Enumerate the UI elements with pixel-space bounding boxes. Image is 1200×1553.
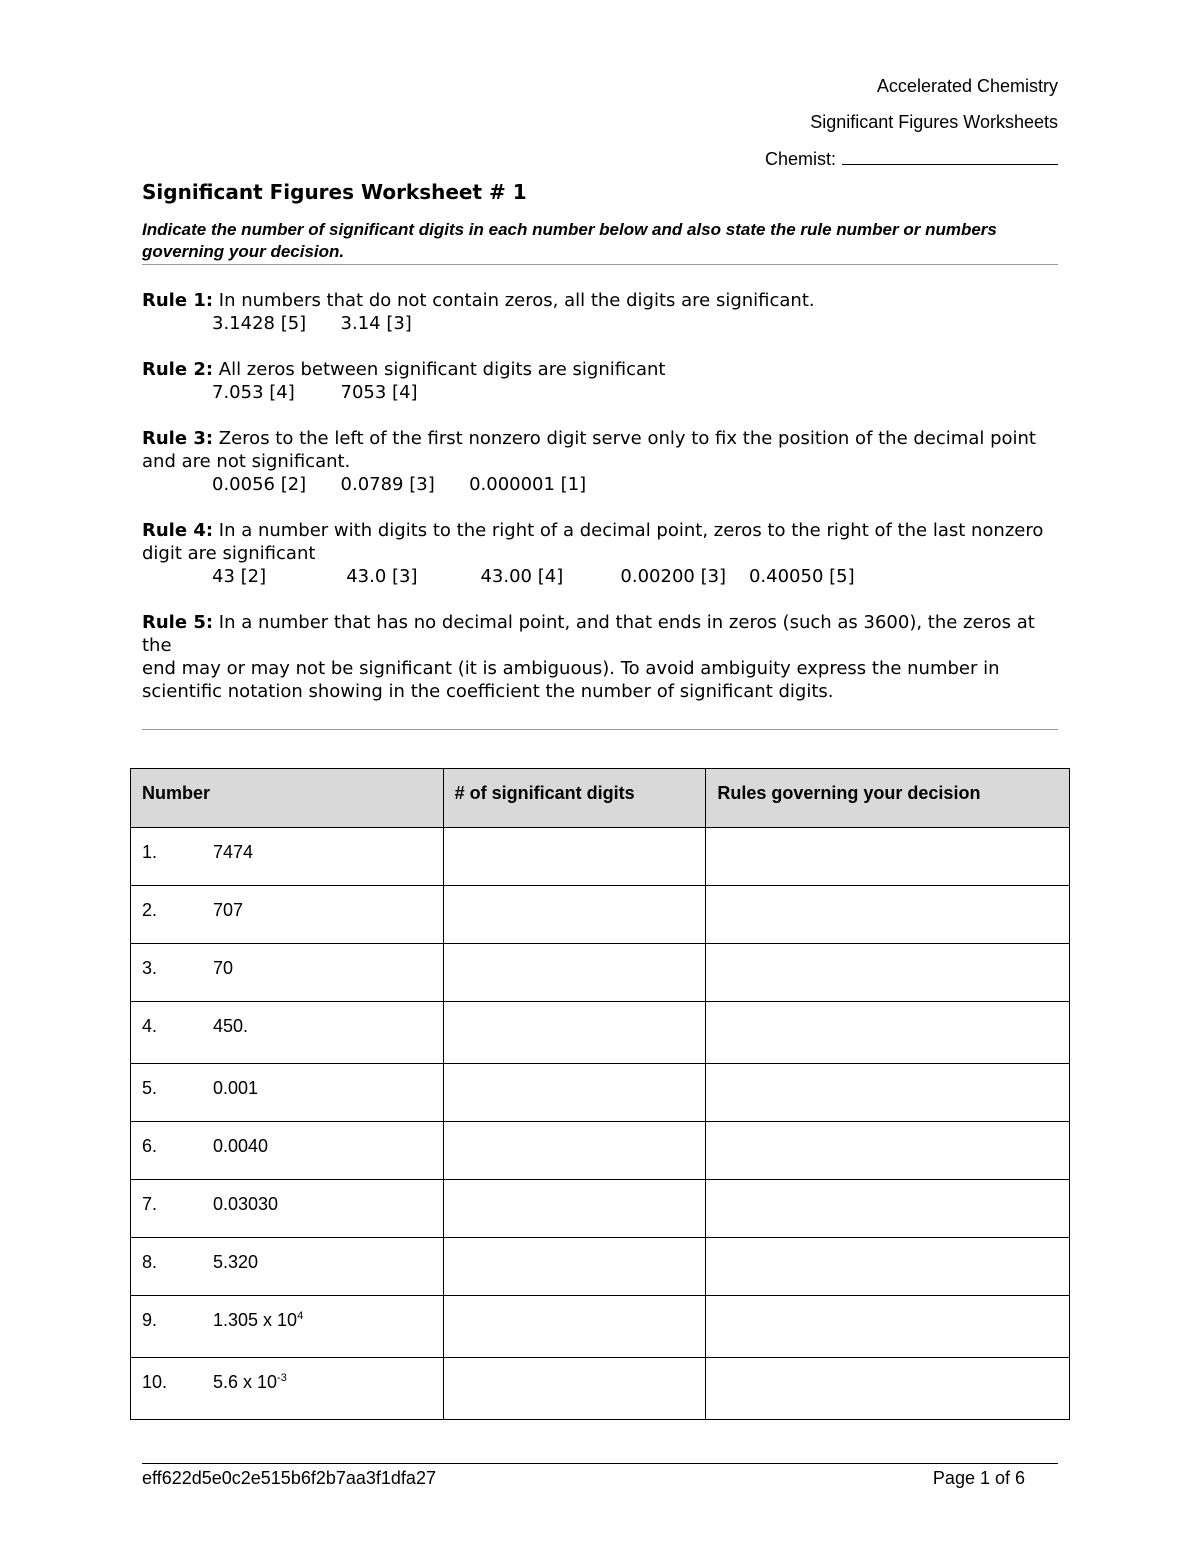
rules-answer-cell[interactable] (706, 1358, 1070, 1420)
rules-answer-cell[interactable] (706, 1296, 1070, 1358)
table-row (131, 944, 1070, 1002)
rules-answer-cell[interactable] (706, 1122, 1070, 1180)
row-value: 707 (213, 900, 244, 920)
table-row (131, 828, 1070, 886)
number-cell (131, 1296, 444, 1358)
row-value: 1.305 x 10 (213, 1310, 298, 1330)
row-index: 8. (142, 1252, 158, 1272)
rule-label: Rule 4: (142, 520, 214, 541)
footer-divider (142, 1463, 1058, 1464)
rule-5 (142, 611, 1058, 703)
number-cell (131, 1002, 444, 1064)
rules-answer-cell[interactable] (706, 1238, 1070, 1296)
chemist-label: Chemist: (764, 149, 836, 169)
sig-digits-answer-cell[interactable] (443, 886, 706, 944)
table-row (131, 1296, 1070, 1358)
rule-4 (142, 519, 1058, 588)
table-row (131, 1064, 1070, 1122)
number-cell (131, 1122, 444, 1180)
sig-digits-answer-cell[interactable] (443, 1064, 706, 1122)
course-name: Accelerated Chemistry (876, 76, 1058, 96)
rule-examples: 43 [2] 43.0 [3] 43.00 [4] 0.00200 [3] 0.40050 [5] (212, 566, 855, 587)
row-exponent: 4 (297, 1310, 304, 1322)
row-value: 0.0040 (213, 1136, 269, 1156)
sig-digits-answer-cell[interactable] (443, 1238, 706, 1296)
rule-text: Zeros to the left of the first nonzero digit serve only to fix the position of the decimal point and are not significant. (142, 428, 1036, 472)
rule-label: Rule 2: (142, 359, 214, 380)
table-header-row (131, 769, 1070, 828)
number-cell (131, 944, 444, 1002)
row-value: 7474 (213, 842, 254, 862)
row-index: 2. (142, 900, 158, 920)
number-cell (131, 1180, 444, 1238)
row-index: 7. (142, 1194, 158, 1214)
sig-digits-answer-cell[interactable] (443, 1180, 706, 1238)
row-exponent: -3 (277, 1372, 287, 1384)
rule-examples: 0.0056 [2] 0.0789 [3] 0.000001 [1] (212, 474, 587, 495)
table-row (131, 1002, 1070, 1064)
row-index: 6. (142, 1136, 158, 1156)
rules-answer-cell[interactable] (706, 944, 1070, 1002)
sig-digits-answer-cell[interactable] (443, 1296, 706, 1358)
rule-examples: 3.1428 [5] 3.14 [3] (212, 313, 412, 334)
sig-digits-answer-cell[interactable] (443, 1002, 706, 1064)
rules-answer-cell[interactable] (706, 1064, 1070, 1122)
number-cell (131, 1238, 444, 1296)
worksheet-title: Significant Figures Worksheet # 1 (142, 180, 527, 204)
row-index: 4. (142, 1016, 158, 1036)
sig-digits-answer-cell[interactable] (443, 944, 706, 1002)
table-row (131, 886, 1070, 944)
row-value: 5.6 x 10 (213, 1372, 278, 1392)
row-value: 70 (213, 958, 234, 978)
rule-text: All zeros between significant digits are significant (213, 359, 666, 380)
chemist-field (765, 146, 1058, 170)
instructions: Indicate the number of significant digits in each number below and also state the rule number or numbers governing your decision. (142, 220, 997, 261)
header-number: Number (131, 769, 444, 828)
row-value: 0.001 (213, 1078, 259, 1098)
rule-3 (142, 427, 1058, 496)
rule-text-continued: end may or may not be significant (it is ambiguous). To avoid ambiguity express the number in scientific notation showing in the coefficient the number of significant digits. (142, 658, 1000, 702)
row-index: 3. (142, 958, 158, 978)
table-row (131, 1238, 1070, 1296)
rule-2 (142, 358, 1058, 404)
divider-bottom (142, 729, 1058, 730)
row-index: 10. (142, 1372, 168, 1392)
row-index: 9. (142, 1310, 158, 1330)
rule-label: Rule 5: (142, 612, 214, 633)
rule-examples: 7.053 [4] 7053 [4] (212, 382, 418, 403)
worksheets-title: Significant Figures Worksheets (810, 112, 1058, 132)
number-cell (131, 1064, 444, 1122)
table-row (131, 1358, 1070, 1420)
sig-digits-answer-cell[interactable] (443, 1122, 706, 1180)
number-cell (131, 886, 444, 944)
rule-text: In a number with digits to the right of a decimal point, zeros to the right of the last nonzero digit are significant (142, 520, 1044, 564)
row-value: 5.320 (213, 1252, 259, 1272)
rules-answer-cell[interactable] (706, 828, 1070, 886)
row-value: 0.03030 (213, 1194, 279, 1214)
rules-answer-cell[interactable] (706, 1180, 1070, 1238)
table-row (131, 1122, 1070, 1180)
number-cell (131, 828, 444, 886)
rule-text: In a number that has no decimal point, and that ends in zeros (such as 3600), the zeros at the (142, 612, 1035, 656)
chemist-blank-line (842, 146, 1058, 165)
sig-digits-answer-cell[interactable] (443, 1358, 706, 1420)
header-sig-digits: # of significant digits (443, 769, 706, 828)
worksheet-table (130, 768, 1070, 1420)
divider-top (142, 264, 1058, 265)
number-cell (131, 1358, 444, 1420)
rules-answer-cell[interactable] (706, 1002, 1070, 1064)
row-value: 450. (213, 1016, 249, 1036)
rules-answer-cell[interactable] (706, 886, 1070, 944)
sig-digits-answer-cell[interactable] (443, 828, 706, 886)
document-id: eff622d5e0c2e515b6f2b7aa3f1dfa27 (142, 1468, 436, 1488)
rule-1 (142, 289, 1058, 335)
table-row (131, 1180, 1070, 1238)
rule-label: Rule 1: (142, 290, 214, 311)
row-index: 5. (142, 1078, 158, 1098)
rule-text: In numbers that do not contain zeros, all the digits are significant. (213, 290, 815, 311)
rule-label: Rule 3: (142, 428, 214, 449)
header-rules: Rules governing your decision (706, 769, 1070, 828)
page-number: Page 1 of 6 (932, 1468, 1025, 1488)
row-index: 1. (142, 842, 158, 862)
